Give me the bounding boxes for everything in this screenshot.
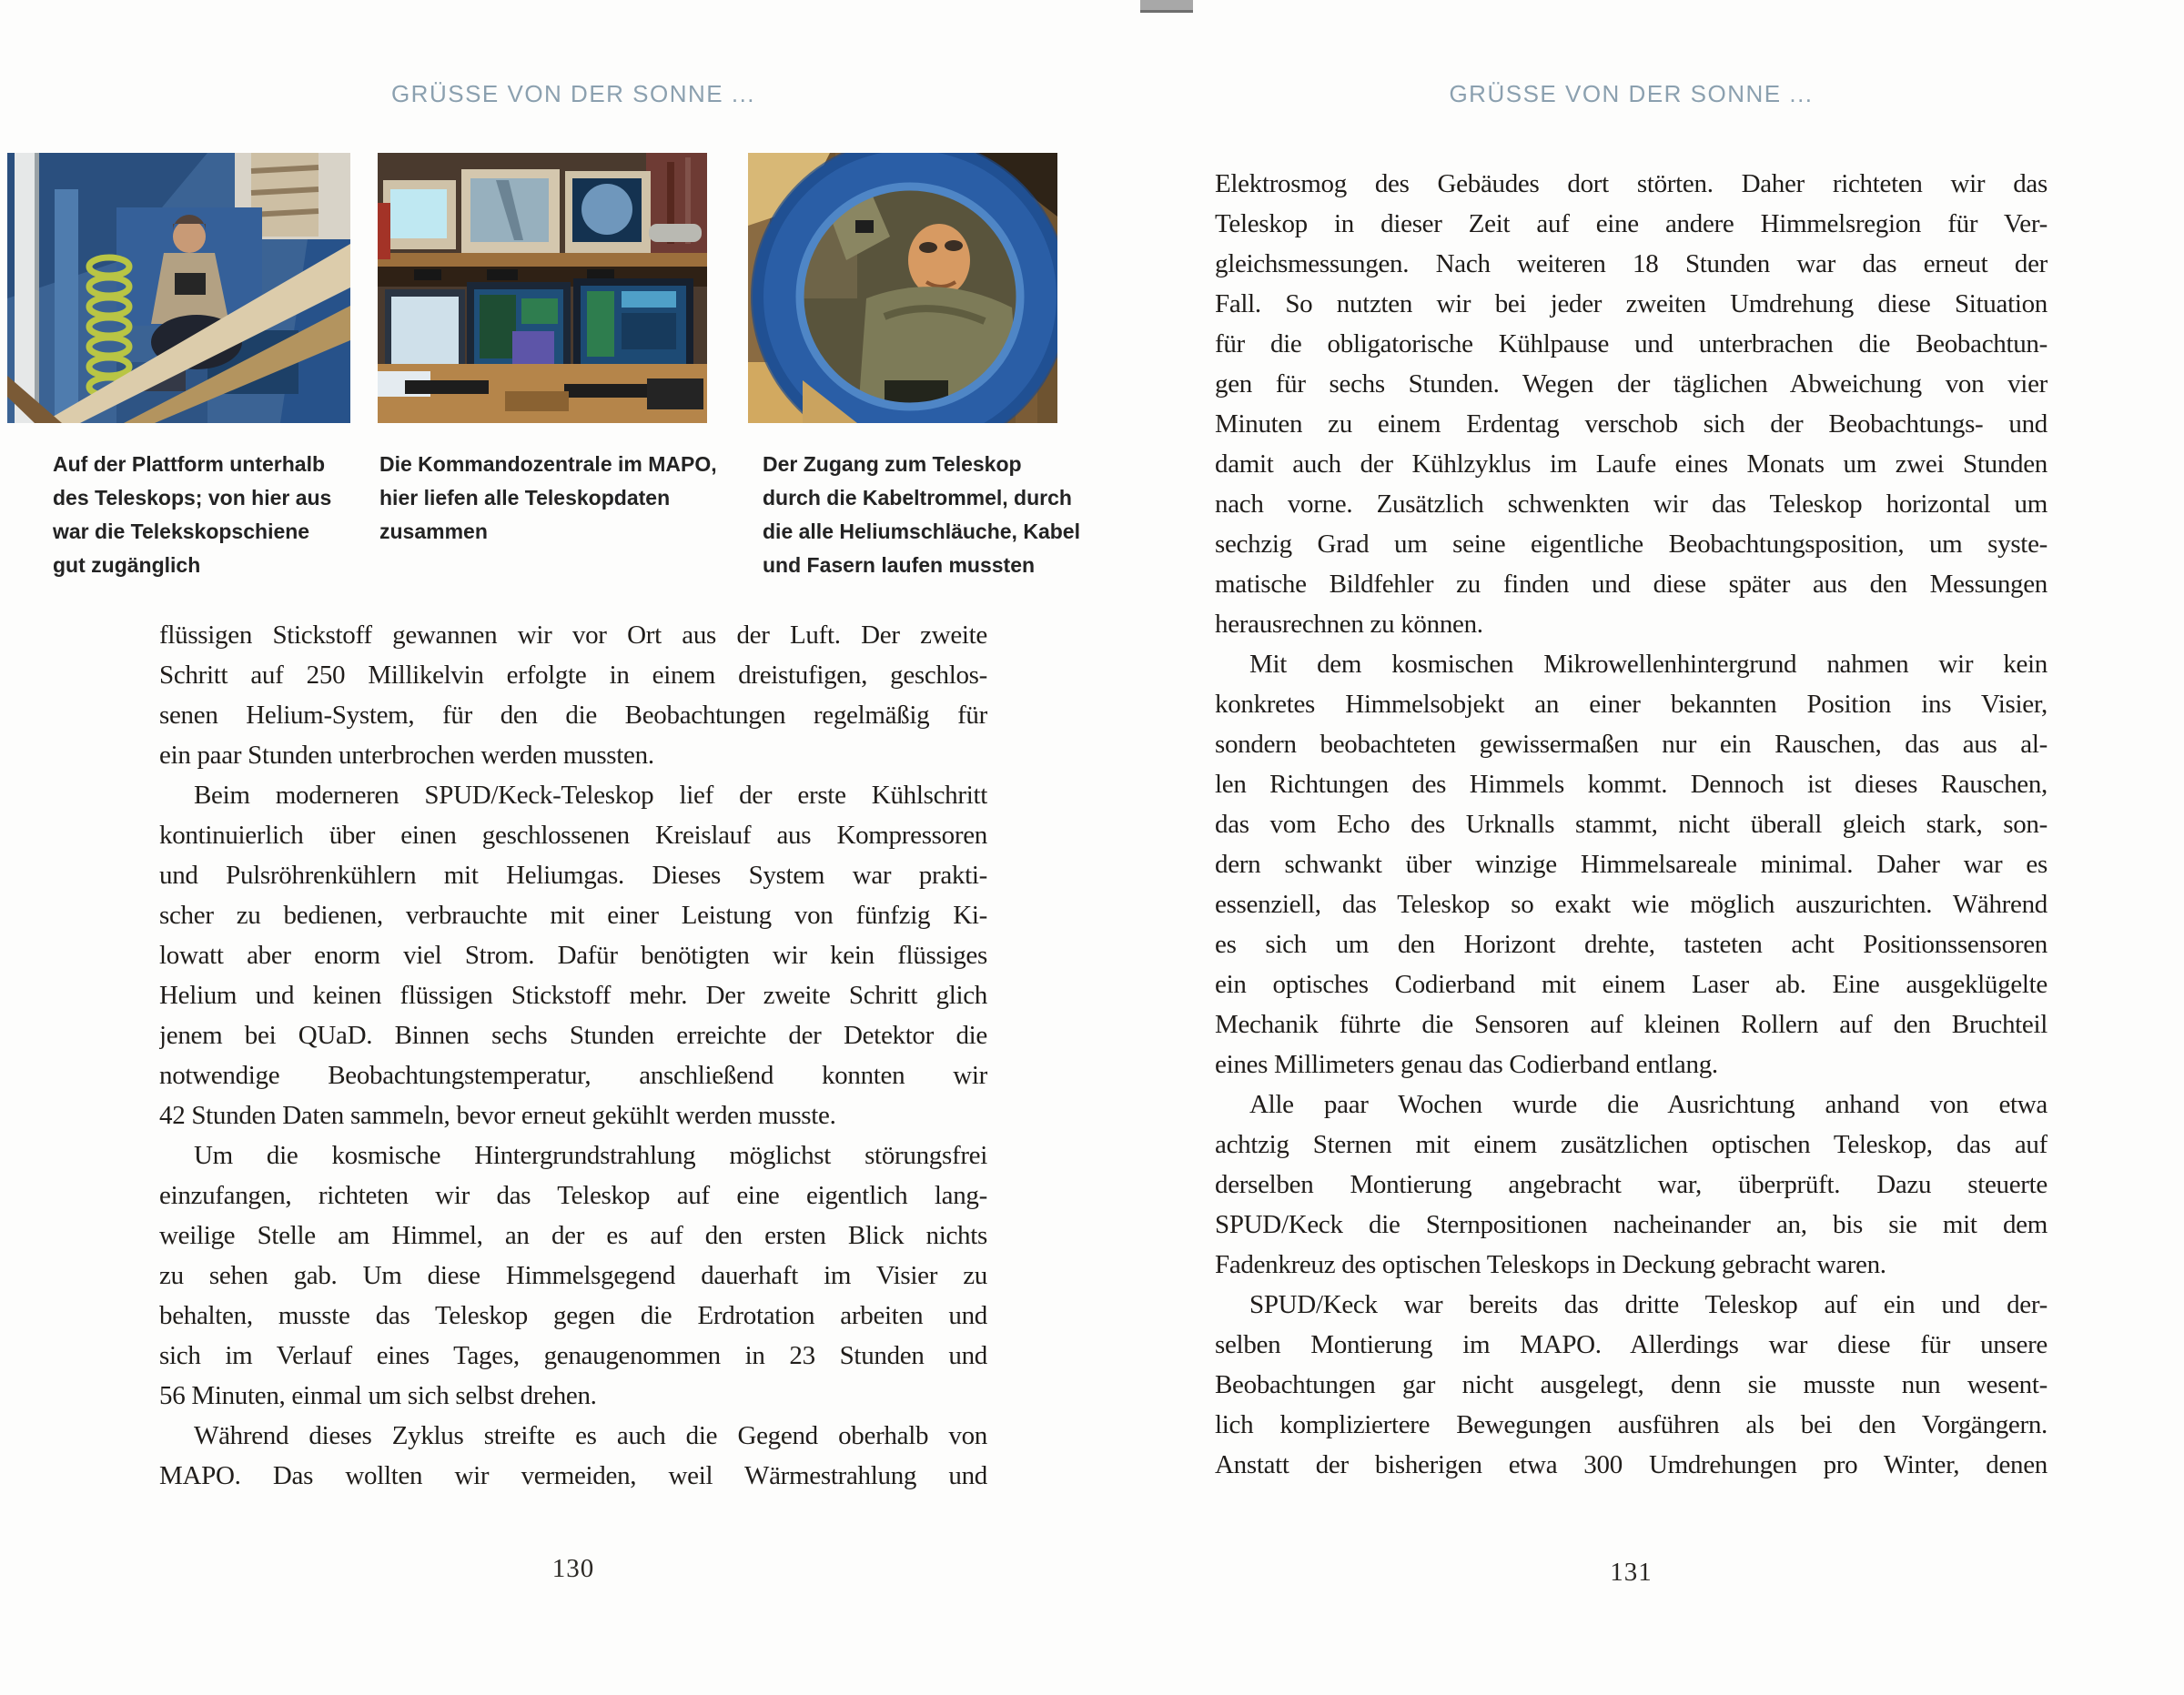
text-line: Minuten zu einem Erdentag verschob sich der Beobachtungs- und: [1215, 409, 2048, 439]
text-line: lich kompliziertere Bewegungen ausführen als bei den Vorgängern.: [1215, 1410, 2048, 1439]
text-line: es sich um den Horizont drehte, tasteten acht Positionssensoren: [1215, 930, 2048, 959]
text-line: sondern beobachteten gewissermaßen nur ein Rauschen, das aus al-: [1215, 730, 2048, 759]
photo-control-room: [378, 153, 707, 423]
text-line: derselben Montierung angebracht war, überprüft. Dazu steuerte: [1215, 1170, 2048, 1199]
text-line: sechzig Grad um seine eigentliche Beobachtungsposition, um syste-: [1215, 530, 2048, 559]
caption-platform: [53, 448, 353, 582]
text-line: Alle paar Wochen wurde die Ausrichtung anhand von etwa: [1249, 1090, 2048, 1119]
text-line: 56 Minuten, einmal um sich selbst drehen.: [159, 1381, 597, 1410]
text-line: kontinuierlich über einen geschlossenen Kreislauf aus Kompressoren: [159, 821, 987, 850]
scan-artifact: [1140, 0, 1193, 13]
text-line: MAPO. Das wollten wir vermeiden, weil Wärmestrahlung und: [159, 1461, 987, 1490]
text-line: Teleskop in dieser Zeit auf eine andere Himmelsregion für Ver-: [1215, 209, 2048, 238]
text-line: durch die Kabeltrommel, durch: [763, 486, 1072, 510]
text-line: behalten, musste das Teleskop gegen die Erdrotation arbeiten und: [159, 1301, 987, 1330]
page-number-left: 130: [551, 1554, 595, 1583]
text-line: die alle Heliumschläuche, Kabel: [763, 520, 1080, 543]
text-line: und Pulsröhrenkühlern mit Heliumgas. Dieses System war prakti-: [159, 861, 987, 890]
text-line: Während dieses Zyklus streifte es auch die Gegend oberhalb von: [194, 1421, 987, 1450]
text-line: len Richtungen des Himmels kommt. Dennoch ist dieses Rauschen,: [1215, 770, 2048, 799]
page-number-right: 131: [1610, 1558, 1653, 1587]
text-line: Beim moderneren SPUD/Keck-Teleskop lief der erste Kühlschritt: [194, 781, 987, 810]
text-line: achtzig Sternen mit einem zusätzlichen optischen Teleskop, das auf: [1215, 1130, 2048, 1159]
text-line: Elektrosmog des Gebäudes dort störten. Daher richteten wir das: [1215, 169, 2048, 198]
text-line: konkretes Himmelsobjekt an einer bekannten Position ins Visier,: [1215, 690, 2048, 719]
text-line: und Fasern laufen mussten: [763, 553, 1036, 577]
text-line: nach vorne. Zusätzlich schwenkten wir das Teleskop horizontal um: [1215, 489, 2048, 519]
running-head-left: GRÜSSE VON DER SONNE ...: [390, 80, 756, 107]
body-text-right: [1215, 164, 2048, 1485]
text-line: lowatt aber enorm viel Strom. Dafür benötigten wir kein flüssiges: [159, 941, 987, 970]
text-line: gut zugänglich: [53, 553, 201, 577]
text-line: dern schwankt über winzige Himmelsareale minimal. Daher war es: [1215, 850, 2048, 879]
text-line: 42 Stunden Daten sammeln, bevor erneut gekühlt werden musste.: [159, 1101, 836, 1130]
text-line: Fall. So nutzten wir bei jeder zweiten Umdrehung diese Situation: [1215, 289, 2048, 318]
text-line: senen Helium-System, für den die Beobachtungen regelmäßig für: [159, 701, 987, 730]
text-line: des Teleskops; von hier aus: [53, 486, 332, 510]
text-line: matische Bildfehler zu finden und diese später aus den Messungen: [1215, 570, 2048, 599]
text-line: notwendige Beobachtungstemperatur, anschließend konnten wir: [159, 1061, 987, 1090]
running-head-right: GRÜSSE VON DER SONNE ...: [1449, 80, 1814, 107]
text-line: weilige Stelle am Himmel, an der es auf den ersten Blick nichts: [159, 1221, 987, 1250]
text-line: sich im Verlauf eines Tages, genaugenommen in 23 Stunden und: [159, 1341, 987, 1370]
text-line: zu sehen gab. Um diese Himmelsgegend dauerhaft im Visier zu: [159, 1261, 987, 1290]
text-line: Der Zugang zum Teleskop: [763, 452, 1022, 476]
body-text-left: [159, 615, 987, 1496]
text-line: Schritt auf 250 Millikelvin erfolgte in einem dreistufigen, geschlos-: [159, 661, 987, 690]
text-line: einzufangen, richteten wir das Teleskop auf eine eigentlich lang-: [159, 1181, 987, 1210]
text-line: selben Montierung im MAPO. Allerdings war diese für unsere: [1215, 1330, 2048, 1359]
text-line: Mechanik führte die Sensoren auf kleinen Rollern auf den Bruchteil: [1215, 1010, 2048, 1039]
text-line: flüssigen Stickstoff gewannen wir vor Ort aus der Luft. Der zweite: [159, 620, 987, 650]
caption-control-room: [379, 448, 717, 549]
text-line: jenem bei QUaD. Binnen sechs Stunden erreichte der Detektor die: [159, 1021, 987, 1050]
photo-cable-drum: [748, 153, 1057, 423]
text-line: Um die kosmische Hintergrundstrahlung möglichst störungsfrei: [194, 1141, 987, 1170]
text-line: ein optisches Codierband mit einem Laser ab. Eine ausgeklügelte: [1215, 970, 2048, 999]
text-line: zusammen: [379, 520, 488, 543]
text-line: scher zu bedienen, verbrauchte mit einer Leistung von fünfzig Ki-: [159, 901, 987, 930]
text-line: war die Telekskopschiene: [53, 520, 310, 543]
text-line: SPUD/Keck die Sternpositionen nacheinander an, bis sie mit dem: [1215, 1210, 2048, 1239]
caption-cable-drum: [763, 448, 1080, 582]
text-line: hier liefen alle Teleskopdaten: [379, 486, 671, 510]
text-line: Beobachtungen gar nicht ausgelegt, denn sie musste nun wesent-: [1215, 1370, 2048, 1399]
text-line: gen für sechs Stunden. Wegen der täglichen Abweichung von vier: [1215, 369, 2048, 399]
text-line: Die Kommandozentrale im MAPO,: [379, 452, 717, 476]
text-line: für die obligatorische Kühlpause und unterbrachen die Beobachtun-: [1215, 329, 2048, 358]
text-line: das vom Echo des Urknalls stammt, nicht überall gleich stark, son-: [1215, 810, 2048, 839]
text-line: eines Millimeters genau das Codierband entlang.: [1215, 1050, 1718, 1079]
text-line: Anstatt der bisherigen etwa 300 Umdrehungen pro Winter, denen: [1215, 1450, 2048, 1479]
text-line: essenziell, das Teleskop so exakt wie möglich auszurichten. Während: [1215, 890, 2048, 919]
text-line: herausrechnen zu können.: [1215, 610, 1483, 639]
text-line: Auf der Plattform unterhalb: [53, 452, 326, 476]
text-line: SPUD/Keck war bereits das dritte Teleskop auf ein und der-: [1249, 1290, 2048, 1319]
text-line: Helium und keinen flüssigen Stickstoff mehr. Der zweite Schritt glich: [159, 981, 987, 1010]
text-line: Mit dem kosmischen Mikrowellenhintergrund nahmen wir kein: [1249, 650, 2048, 679]
text-line: ein paar Stunden unterbrochen werden mussten.: [159, 741, 654, 770]
text-line: Fadenkreuz des optischen Teleskops in Deckung gebracht waren.: [1215, 1250, 1886, 1279]
text-line: gleichsmessungen. Nach weiteren 18 Stunden war das erneut der: [1215, 249, 2048, 278]
photo-platform-under-telescope: [7, 153, 350, 423]
text-line: damit auch der Kühlzyklus im Laufe eines Monats um zwei Stunden: [1215, 449, 2048, 479]
